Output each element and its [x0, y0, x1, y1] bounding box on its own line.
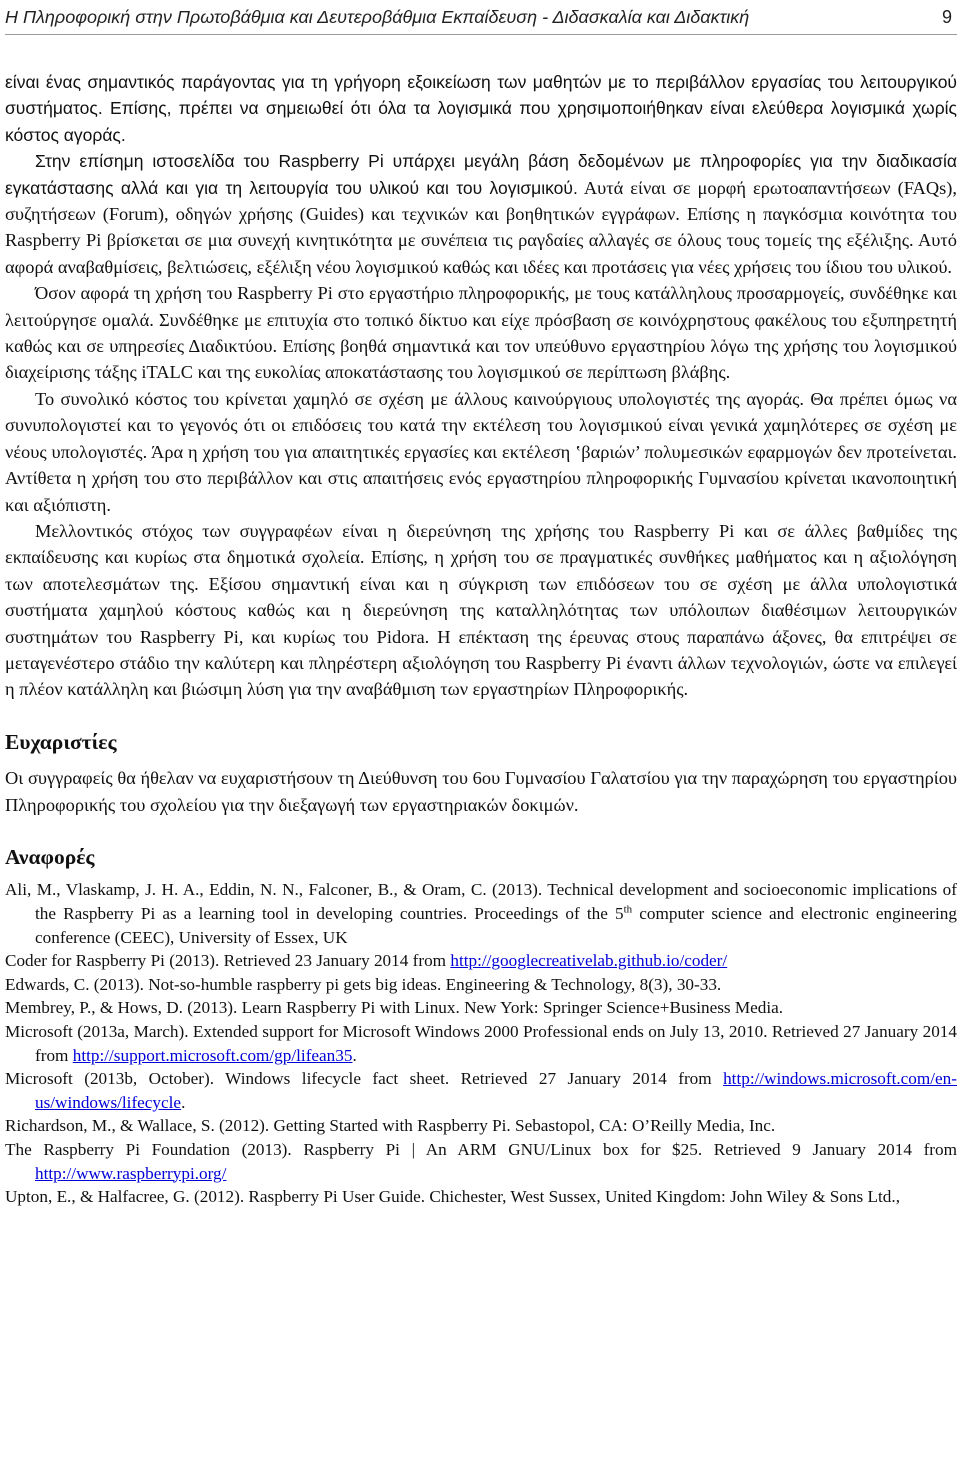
reference-link[interactable]: http://windows.microsoft.com/en-us/windows/lifecycle: [35, 1069, 957, 1112]
running-header: [5, 0, 957, 35]
reference-item: [5, 1067, 957, 1114]
reference-item: Membrey, P., & Hows, D. (2013). Learn Raspberry Pi with Linux. New York: Springer Science+Business Media.: [5, 998, 784, 1018]
reference-link[interactable]: http://support.microsoft.com/gp/lifean35: [72, 1045, 353, 1065]
reference-text: Microsoft (2013b, October). Windows lifecycle fact sheet. Retrieved 27 January 2014 from: [5, 1069, 724, 1089]
reference-text: The Raspberry Pi Foundation (2013). Raspberry Pi | An ARM GNU/Linux box for $25. Retrieved 9 January 2014 from: [5, 1139, 957, 1159]
reference-item: [5, 949, 957, 973]
paragraph-cost: Το συνολικό κόστος του κρίνεται χαμηλό σε σχέση με άλλους καινούργιους υπολογιστές της αγοράς. Θα πρέπει όμως να συνυπολογιστεί και το γεγονός ότι οι επιδόσεις του κατά την εκτέλεση του λογισμικού είναι γενικά χαμηλότερες σε σχέση με νέους υπολογιστές. Άρα η χρήση του για απαιτητικές εργασίες και εκτέλεση ‛βαριών’ πολυμεσικών εφαρμογών δεν προτείνεται. Αντίθετα η χρήση του στο περιβάλλον και στις απαιτήσεις ενός εργαστηρίου πληροφορικής Γυμνασίου κρίνεται ικανοποιητική και αξιόπιστη.: [5, 388, 957, 515]
paragraph-text-serif: Αυτά είναι σε μορφή ερωτοαπαντήσεων (FAQs), συζητήσεων (Forum), οδηγών χρήσης (Guides) και τεχνικών και βοηθητικών εγγράφων. Επίσης η παγκόσμια κοινότητα του Raspberry Pi βρίσκεται σε μια συνεχή κινητικότητα με συνέπεια τις ραγδαίες αλλαγές σε όλους τους τομείς της εξέλιξης. Αυτό αφορά αναβαθμίσεις, βελτιώσεις, εξέλιξη νέου λογισμικού καθώς και ιδέες και προτάσεις για νέες χρήσεις του ίδιου του υλικού.: [5, 177, 958, 277]
reference-item: Upton, E., & Halfacree, G. (2012). Raspberry Pi User Guide. Chichester, West Sussex, United Kingdom: John Wiley & Sons Ltd.,: [5, 1187, 900, 1207]
reference-item: Edwards, C. (2013). Not-so-humble raspberry pi gets big ideas. Engineering & Technology, 8(3), 30-33.: [5, 974, 722, 994]
reference-item: [5, 1138, 957, 1185]
paragraph-future-work: Μελλοντικός στόχος των συγγραφέων είναι η διερεύνηση της χρήσης του Raspberry Pi και σε άλλες βαθμίδες της εκπαίδευσης και κυρίως στα δημοτικά σχολεία. Επίσης, η χρήση του σε πραγματικές συνθήκες μαθήματος και η αξιολόγηση των αποτελεσμάτων της. Εξίσου σημαντική είναι και η σύγκριση των επιδόσεων του σε σχέση με άλλα υπολογιστικά συστήματα χαμηλού κόστους καθώς και η διερεύνηση της καταλληλότητας των υπόλοιπων διαθέσιμων λειτουργικών συστημάτων του Raspberry Pi, και κυρίως του Pidora. Η επέκταση της έρευνας στους παραπάνω άξονες, θα επιτρέψει σε μεταγενέστερο στάδιο την καλύτερη και πληρέστερη αξιολόγηση του Raspberry Pi έναντι άλλων τεχνολογιών, ώστε να επιλεγεί η πλέον κατάλληλη και βιώσιμη λύση για την αναβάθμιση των εργαστηρίων Πληροφορικής.: [5, 520, 957, 700]
paragraph-lab-usage: Όσον αφορά τη χρήση του Raspberry Pi στο εργαστήριο πληροφορικής, με τους κατάλληλους προσαρμογείς, συνδέθηκε και λειτούργησε ομαλά. Συνδέθηκε με επιτυχία στο τοπικό δίκτυο και είχε πρόσβαση σε κοινόχρηστους φακέλους του εξυπηρετητή καθώς και σε υπηρεσίες Διαδικτύου. Επίσης βοηθά σημαντικά και τον υπεύθυνο εργαστηρίου λόγω της χρήσης του λογισμικού διαχείρισης τάξης iTALC και της ευκολίας αποκατάστασης του λογισμικού σε περίπτωση βλάβης.: [5, 283, 957, 383]
paragraph-os-familiarity: [5, 69, 957, 148]
reference-text: computer science and electronic engineering conference (CEEC), University of Essex, UK: [35, 903, 957, 947]
reference-text: Coder for Raspberry Pi (2013). Retrieved 23 January 2014 from: [5, 951, 451, 971]
reference-item: [5, 1020, 957, 1067]
header-title: Η Πληροφορική στην Πρωτοβάθμια και Δευτεροβάθμια Εκπαίδευση - Διδασκαλία και Διδακτική: [5, 7, 750, 27]
reference-item: Richardson, M., & Wallace, S. (2012). Getting Started with Raspberry Pi. Sebastopol, CA: O’Reilly Media, Inc.: [5, 1116, 776, 1136]
reference-text: .: [181, 1092, 186, 1112]
body-text: [5, 69, 957, 870]
reference-link[interactable]: http://googlecreativelab.github.io/coder/: [450, 951, 728, 971]
document-page: [5, 0, 957, 1209]
paragraph-official-website: [5, 148, 957, 280]
references-heading: Αναφορές: [5, 844, 95, 869]
reference-list: [5, 878, 957, 1208]
acknowledgements-text: Οι συγγραφείς θα ήθελαν να ευχαριστήσουν τη Διεύθυνση του 6ου Γυμνασίου Γαλατσίου για την παραχώρηση του εργαστηρίου Πληροφορικής του σχολείου για την διεξαγωγή των εργαστηριακών δοκιμών.: [5, 768, 957, 815]
reference-item: [5, 878, 957, 949]
reference-link[interactable]: http://www.raspberrypi.org/: [35, 1163, 227, 1183]
reference-text: Ali, M., Vlaskamp, J. H. A., Eddin, N. N., Falconer, B., & Oram, C. (2013). Technical development and socioeconomic implications of the Raspberry Pi as a learning tool in developing countries. Proceedings of the 5: [5, 880, 957, 923]
paragraph-text-sans: Στην επίσημη ιστοσελίδα του Raspberry Pi υπάρχει μεγάλη βάση δεδομένων με πληροφορίες για την διαδικασία εγκατάστασης αλλά και για τη λειτουργία του υλικού και του λογισμικού.: [5, 151, 957, 198]
reference-text: Microsoft (2013a, March). Extended support for Microsoft Windows 2000 Professional ends on July 13, 2010. Retrieved 27 January 2014 from: [5, 1021, 957, 1065]
page-number: 9: [941, 7, 952, 27]
acknowledgements-heading: Ευχαριστίες: [5, 729, 117, 754]
superscript: th: [623, 903, 633, 916]
paragraph-text: είναι ένας σημαντικός παράγοντας για τη γρήγορη εξοικείωση των μαθητών με το περιβάλλον εργασίας του λειτουργικού συστήματος. Επίσης, πρέπει να σημειωθεί ότι όλα τα λογισμικά που χρησιμοποιήθηκαν είναι ελεύθερα λογισμικά χωρίς κόστος αγοράς.: [5, 72, 957, 145]
reference-text: .: [352, 1045, 357, 1065]
